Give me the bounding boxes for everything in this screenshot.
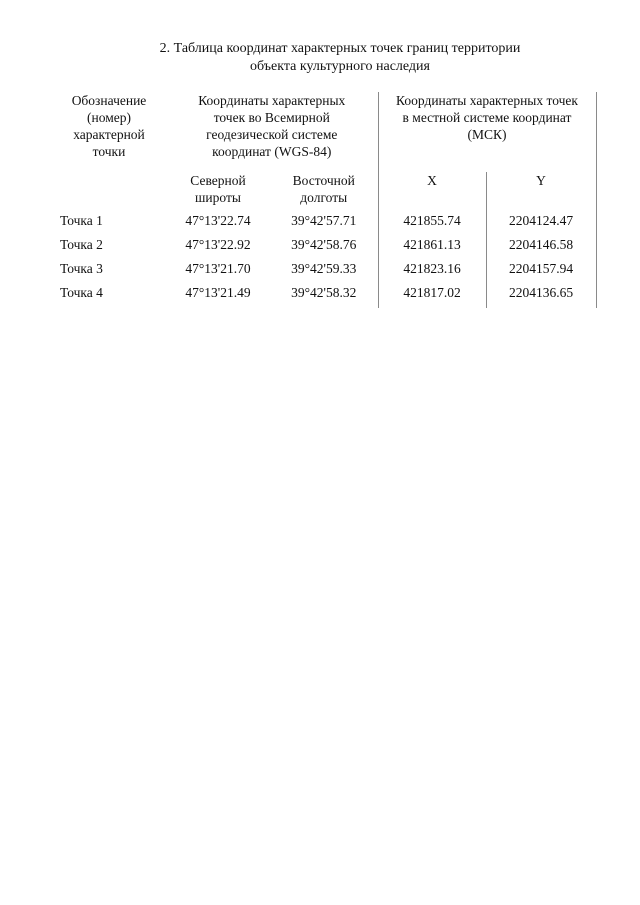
cell-lat: 47°13'21.49 <box>185 285 251 300</box>
cell-lon: 39°42'58.32 <box>291 285 357 300</box>
cell-point: Точка 3 <box>60 261 103 276</box>
header-wgs84: Координаты характерных точек во Всемирной геодезической системе координат (WGS-84) <box>198 93 346 159</box>
cell-y: 2204124.47 <box>486 212 596 236</box>
cell-y: 2204157.94 <box>486 260 596 284</box>
header-designation: Обозначение (номер) характерной точки <box>71 93 147 159</box>
cell-point: Точка 2 <box>60 237 103 252</box>
table-header-row <box>52 92 596 172</box>
cell-lon: 39°42'58.76 <box>291 237 357 252</box>
cell-lat: 47°13'22.74 <box>185 213 251 228</box>
cell-y: 2204146.58 <box>486 236 596 260</box>
cell-lon: 39°42'57.71 <box>291 213 357 228</box>
table-row <box>52 284 596 308</box>
table-subheader-row <box>52 172 596 212</box>
cell-x: 421861.13 <box>378 236 486 260</box>
cell-lon: 39°42'59.33 <box>291 261 357 276</box>
title-line-1: 2. Таблица координат характерных точек границ территории <box>159 41 521 56</box>
title-line-2: объекта культурного наследия <box>250 59 430 74</box>
document-title <box>40 40 640 76</box>
cell-x: 421823.16 <box>378 260 486 284</box>
cell-lat: 47°13'22.92 <box>185 237 251 252</box>
cell-lat: 47°13'21.70 <box>185 261 251 276</box>
subheader-x: X <box>378 172 486 212</box>
cell-y: 2204136.65 <box>486 284 596 308</box>
cell-point: Точка 1 <box>60 213 103 228</box>
table-row <box>52 212 596 236</box>
subheader-empty <box>52 172 166 212</box>
header-msk: Координаты характерных точек в местной системе координат (МСК) <box>378 92 596 172</box>
cell-x: 421817.02 <box>378 284 486 308</box>
subheader-y: Y <box>486 172 596 212</box>
subheader-lat: Северной широты <box>190 173 246 205</box>
table-row <box>52 260 596 284</box>
table-row <box>52 236 596 260</box>
subheader-lon: Восточной долготы <box>292 173 355 205</box>
cell-x: 421855.74 <box>378 212 486 236</box>
coordinates-table <box>52 92 597 308</box>
cell-point: Точка 4 <box>60 285 103 300</box>
